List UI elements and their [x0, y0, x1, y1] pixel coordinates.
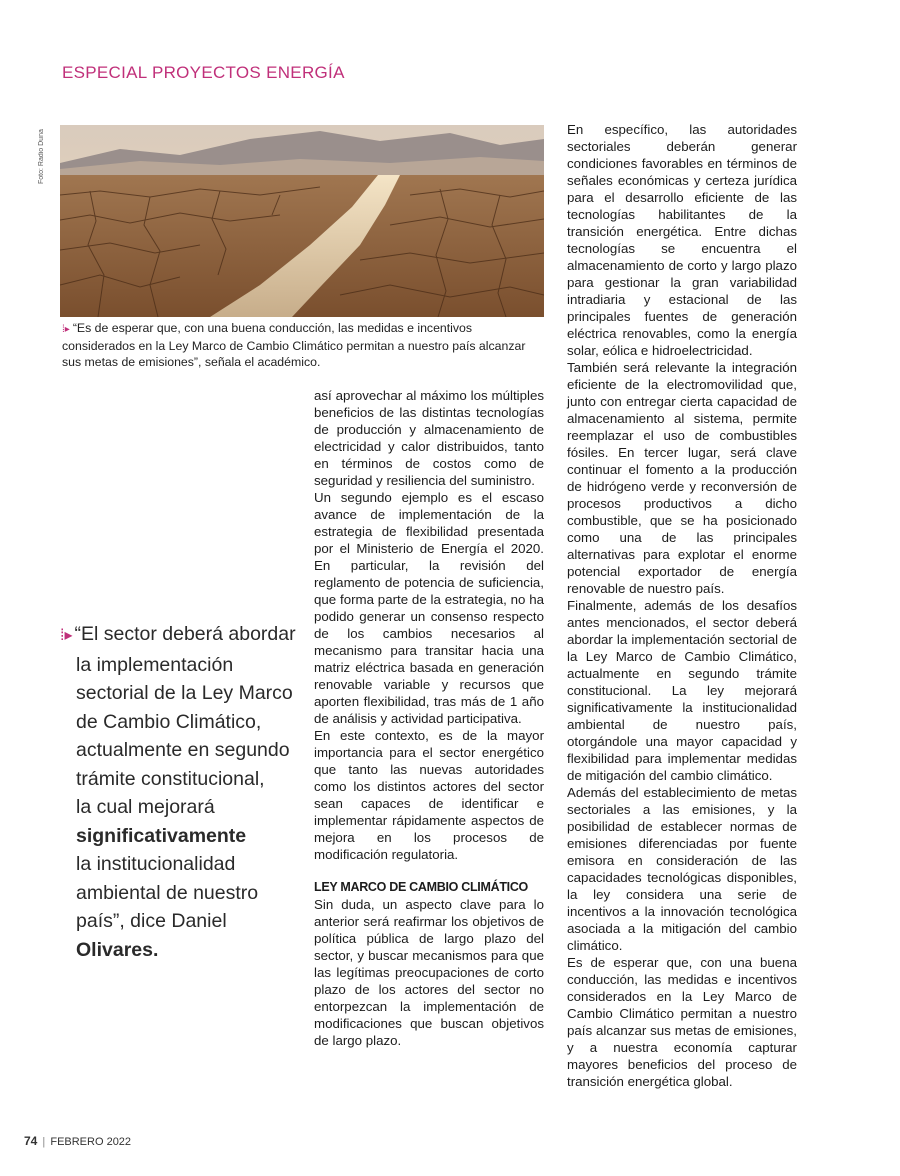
pull-quote-line: significativamente [76, 824, 247, 847]
pull-quote-line: la implementación [76, 653, 234, 676]
section-header: ESPECIAL PROYECTOS ENERGÍA [62, 63, 345, 82]
paragraph: En específico, las autoridades sectoriales deberán generar condiciones favorables en términos de señales económicas y certeza jurídica para el desarrollo eficiente de las tecnologías habilitantes de la transición energética. Entre dichas tecnologías se encuentra el almacenamiento de corto y largo plazo para gestionar la gran variabilidad intradiaria y estacional de las principales fuentes de generación eléctrica renovables, como la energía solar, eólica e hidroelectricidad. [567, 122, 797, 358]
article-column-right [567, 121, 797, 1090]
paragraph: Finalmente, además de los desafíos antes mencionados, el sector deberá abordar la implementación sectorial de la Ley Marco de Cambio Climático, actualmente en segundo trámite constitucional. La ley mejorará significativamente la institucionalidad ambiental de nuestro país, otorgándole una mayor capacidad y flexibilidad para implementar medidas de mitigación del cambio climático. [567, 598, 797, 783]
caption-text: “Es de esperar que, con una buena conducción, las medidas e incentivos considerados en la Ley Marco de Cambio Climático permitan a nuestro país alcanzar sus metas de emisiones”, señala el académico. [62, 321, 526, 369]
paragraph: así aprovechar al máximo los múltiples beneficios de las distintas tecnologías de producción y almacenamiento de electricidad y calor distribuidos, tanto en términos de costos como de seguridad y resiliencia del suministro. [314, 388, 544, 488]
pull-quote-arrow-icon: ⁞▸ [60, 627, 73, 644]
page-footer [24, 1134, 131, 1148]
photo-credit: Foto: Radio Duna [38, 129, 45, 184]
pull-quote-line: de Cambio Climático, [76, 710, 262, 733]
pull-quote-line: ambiental de nuestro [76, 881, 259, 904]
paragraph: También será relevante la integración eficiente de la electromovilidad que, junto con entregar cierta capacidad de almacenamiento al sistema, permite reemplazar el uso de combustibles fósiles. En tercer lugar, será clave continuar el fomento a la producción de hidrógeno verde y reconversión de procesos productivos a dicho combustible, que se ha posicionado como una de las principales alternativas para explotar el enorme potencial exportador de energía renovable de nuestro país. [567, 360, 797, 596]
article-column-middle [314, 387, 544, 1049]
pull-quote [60, 620, 300, 964]
pull-quote-line: sectorial de la Ley Marco [76, 682, 293, 704]
pull-quote-line: actualmente en segundo [76, 739, 290, 761]
pull-quote-line: trámite constitucional, [76, 767, 265, 790]
paragraph: Un segundo ejemplo es el escaso avance de implementación de la estrategia de flexibilidad presentada por el Ministerio de Energía el 2020. En particular, la revisión del reglamento de potencia de suficiencia, que forma parte de la estrategia, no ha podido generar un consenso respecto de los cambios necesarios al mecanismo para transitar hacia una matriz eléctrica basada en generación renovable variable y recursos que aporten flexibilidad, tras más de 1 año de análisis y actividad participativa. [314, 490, 544, 726]
pull-quote-line: país”, dice Daniel [76, 910, 227, 932]
page-number: 74 [24, 1134, 38, 1148]
issue-date: FEBRERO 2022 [50, 1136, 132, 1148]
caption-arrow-icon: ⁞▸ [62, 324, 70, 335]
paragraph: Es de esperar que, con una buena conducción, las medidas e incentivos considerados en la Ley Marco de Cambio Climático permitan a nuestro país alcanzar sus metas de emisiones, y a nuestra economía capturar mayores beneficios del proceso de transición energética global. [567, 955, 797, 1089]
pull-quote-line: la cual mejorará [76, 796, 215, 818]
drought-riverbed-photo [60, 125, 544, 317]
pull-quote-line: ⁞▸ “El sector deberá abordar [60, 623, 296, 645]
paragraph: Sin duda, un aspecto clave para lo anterior será reafirmar los objetivos de política pública de largo plazo del sector, y buscar mecanismos para que las legítimas preocupaciones de corto plazo de los actores del sector no entorpezcan la implementación de modificaciones que buscan objetivos de largo plazo. [314, 897, 544, 1048]
section-subheading: LEY MARCO DE CAMBIO CLIMÁTICO [314, 880, 528, 894]
paragraph: Además del establecimiento de metas sectoriales a las emisiones, y la posibilidad de establecer normas de emisiones diferenciadas por fuente emisora en consideración de las capacidades tecnológicas disponibles, la ley considera una serie de incentivos a la innovación tecnológica asociada a la mitigación del cambio climático. [567, 785, 797, 953]
photo-caption [62, 320, 546, 370]
footer-separator: | [42, 1136, 46, 1148]
pull-quote-line: la institucionalidad [76, 853, 236, 875]
pull-quote-line: Olivares. [76, 938, 159, 961]
paragraph: En este contexto, es de la mayor importancia para el sector energético que tanto las nuevas autoridades como los distintos actores del sector sean capaces de identificar e implementar rápidamente aspectos de mejora en los procesos de modificación regulatoria. [314, 728, 544, 862]
